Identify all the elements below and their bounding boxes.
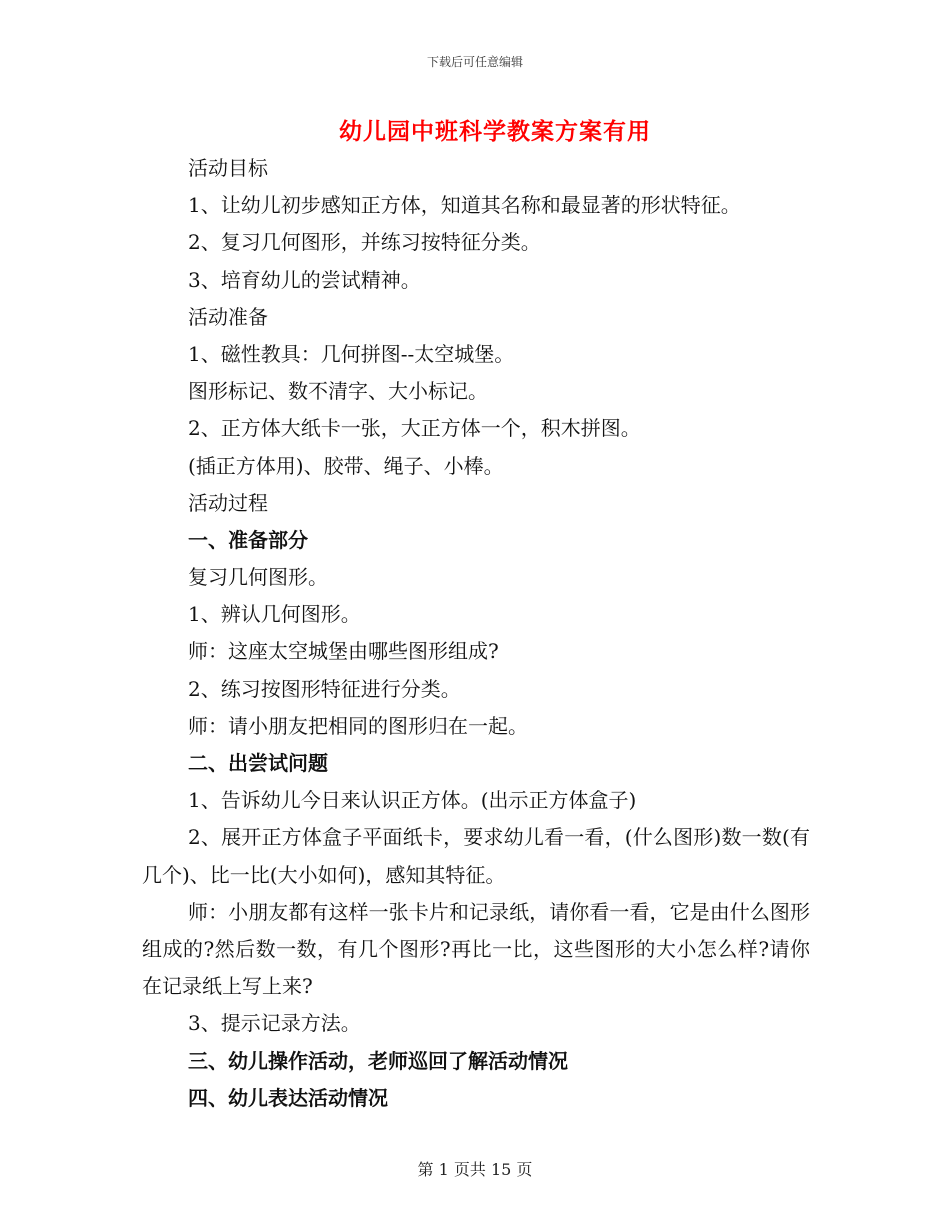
body-line: 图形标记、数不清字、大小标记。 xyxy=(188,379,488,404)
body-line: 2、练习按图形特征进行分类。 xyxy=(188,676,461,701)
body-line: 1、让幼儿初步感知正方体，知道其名称和最显著的形状特征。 xyxy=(188,193,741,218)
document-body xyxy=(142,150,810,1117)
document-title: 幼儿园中班科学教案方案有用 xyxy=(339,118,651,145)
body-line: 3、提示记录方法。 xyxy=(188,1011,361,1036)
body-line: (插正方体用)、胶带、绳子、小棒。 xyxy=(188,453,504,478)
section-heading: 二、出尝试问题 xyxy=(188,751,328,775)
body-line: 2、正方体大纸卡一张，大正方体一个，积木拼图。 xyxy=(188,416,641,441)
body-line: 1、磁性教具：几何拼图--太空城堡。 xyxy=(188,341,515,366)
body-line: 1、告诉幼儿今日来认识正方体。(出示正方体盒子) xyxy=(188,788,637,813)
body-paragraph-unfold-card: 2、展开正方体盒子平面纸卡，要求幼儿看一看，(什么图形)数一数(有几个)、比一比(大小如何)，感知其特征。 xyxy=(142,825,810,887)
section-heading: 四、幼儿表达活动情况 xyxy=(188,1085,388,1110)
body-line: 1、辨认几何图形。 xyxy=(188,602,361,627)
section-heading: 三、幼儿操作活动，老师巡回了解活动情况 xyxy=(188,1048,568,1073)
body-line: 活动过程 xyxy=(188,490,268,515)
body-lines-top xyxy=(142,150,810,819)
page-footer: 第 1 页共 15 页 xyxy=(417,1160,533,1179)
section-heading: 一、准备部分 xyxy=(188,527,308,552)
body-line: 师：这座太空城堡由哪些图形组成? xyxy=(188,639,499,664)
body-line: 3、培育幼儿的尝试精神。 xyxy=(188,267,421,292)
body-line: 活动准备 xyxy=(188,304,268,329)
body-line: 师：请小朋友把相同的图形归在一起。 xyxy=(188,713,528,738)
body-line: 复习几何图形。 xyxy=(188,565,328,590)
body-line: 2、复习几何图形，并练习按特征分类。 xyxy=(188,230,541,255)
body-paragraph-teacher-prompt: 师：小朋友都有这样一张卡片和记录纸，请你看一看，它是由什么图形组成的?然后数一数，有几个图形?再比一比，这些图形的大小怎么样?请你在记录纸上写上来? xyxy=(142,899,810,999)
body-line: 活动目标 xyxy=(188,156,268,180)
body-lines-bottom xyxy=(142,1005,810,1117)
page-header-note: 下载后可任意编辑 xyxy=(426,55,523,69)
